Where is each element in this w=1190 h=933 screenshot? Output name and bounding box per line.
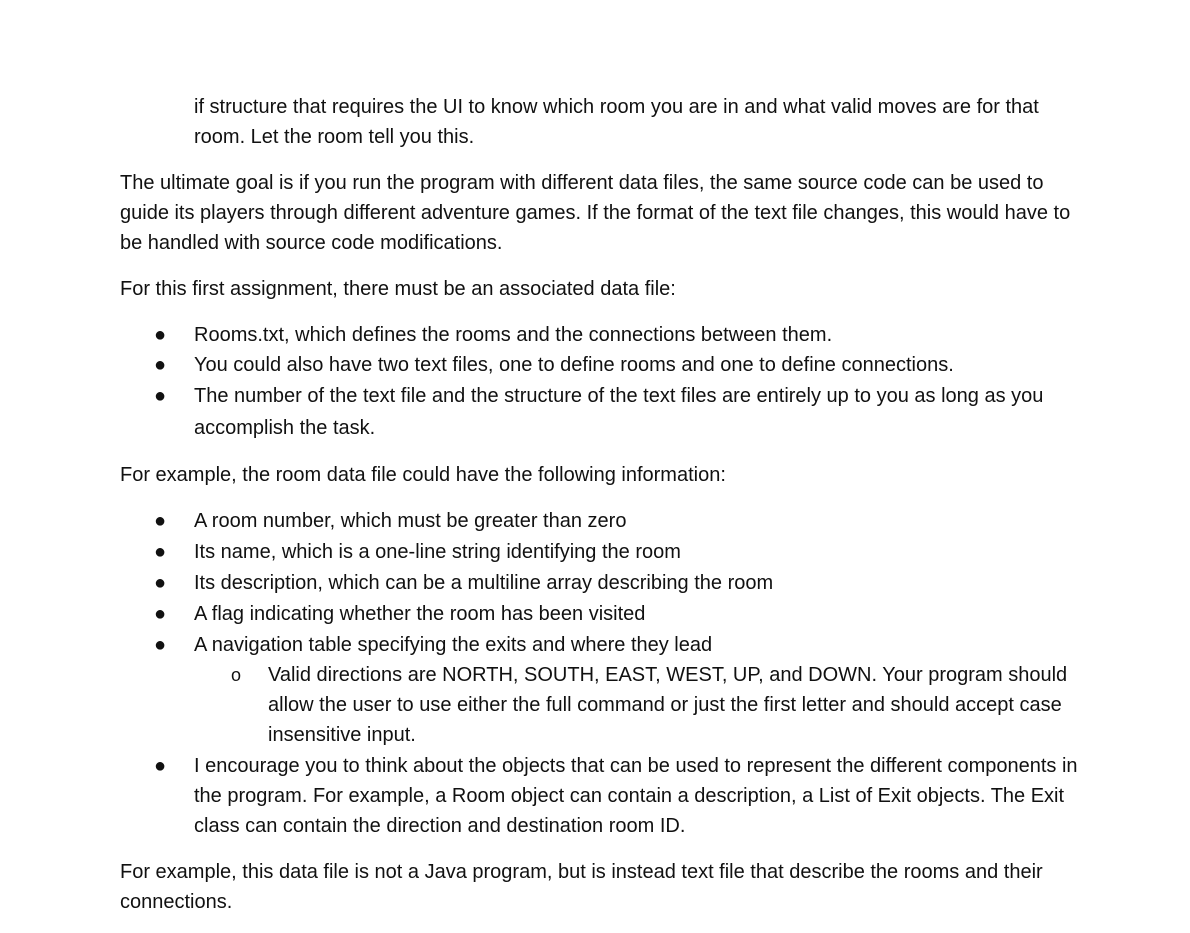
bullet-icon: ● [154,755,167,777]
intro-continuation: if structure that requires the UI to know which room you are in and what valid moves are for that room. Let the room tell you this. [194,96,1039,148]
list-item: ● You could also have two text files, one to define rooms and one to define connections. [120,350,1090,380]
paragraph-goal: The ultimate goal is if you run the program with different data files, the same source code can be used to guide its players through different adventure games. If the format of the text file changes, this would have to be handled with source code modifications. [120,172,1071,254]
sub-list-item: o Valid directions are NORTH, SOUTH, EAST, WEST, UP, and DOWN. Your program should allow the user to use either the full command or just the first letter and should accept case insensitive input. [194,660,1090,750]
list-item: ● A flag indicating whether the room has been visited [120,599,1090,629]
bullet-icon: ● [154,541,167,563]
bullet-icon: ● [154,634,167,656]
list-item: ● Its name, which is a one-line string identifying the room [120,537,1090,567]
list-item: ● A room number, which must be greater than zero [120,506,1090,536]
list-item: ● Its description, which can be a multiline array describing the room [120,568,1090,598]
list-item: ● A navigation table specifying the exits and where they lead o Valid directions are NORTH, SOUTH, EAST, WEST, UP, and DOWN. Your program should allow the user to use either the full command or just the first letter and should accept case insensitive input. [120,630,1090,750]
list-item: ● I encourage you to think about the objects that can be used to represent the different components in the program. For example, a Room object can contain a description, a List of Exit objects. The Exit class can contain the direction and destination room ID. [120,751,1090,841]
bullet-icon: ● [154,572,167,594]
bullet-icon: ● [154,385,167,407]
sub-bullet-list [194,660,1090,750]
hollow-bullet-icon: o [231,665,242,685]
bullet-icon: ● [154,324,167,346]
bullet-icon: ● [154,603,167,625]
paragraph-assignment: For this first assignment, there must be an associated data file: [120,278,676,300]
bullet-icon: ● [154,354,167,376]
paragraph-example: For example, the room data file could have the following information: [120,464,726,486]
list-item: ● The number of the text file and the structure of the text files are entirely up to you as long as you accomplish the task. [120,380,1090,444]
bullet-icon: ● [154,510,167,532]
document-page [120,92,1090,933]
list-item: ● Rooms.txt, which defines the rooms and the connections between them. [120,320,1090,350]
assignment-bullet-list [120,320,1090,444]
example-bullet-list [120,506,1090,841]
paragraph-final: For example, this data file is not a Java program, but is instead text file that describe the rooms and their connections. [120,861,1043,913]
